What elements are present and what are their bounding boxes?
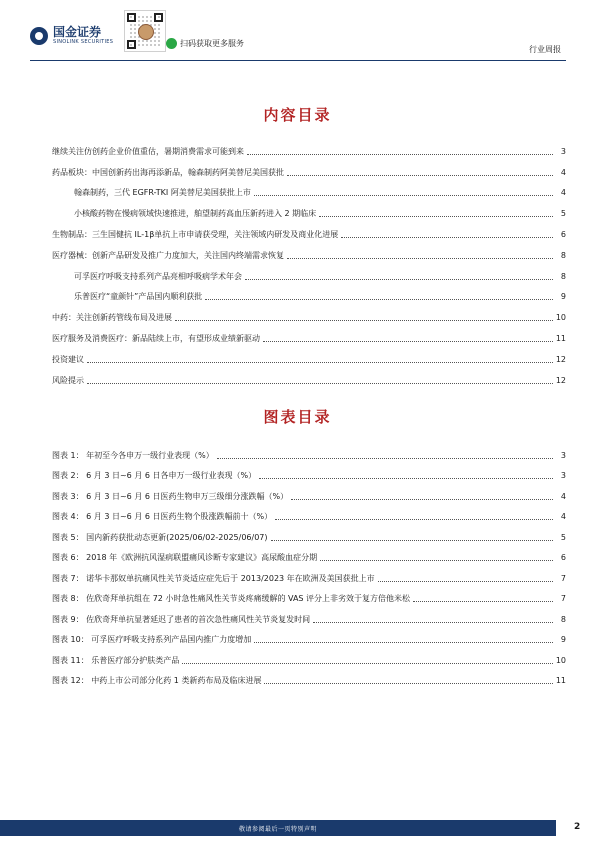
entry-page-number: 11	[555, 676, 566, 685]
contents-list	[52, 136, 566, 386]
dot-leader	[313, 621, 553, 623]
toc-entry[interactable]	[52, 136, 566, 157]
figure-entry[interactable]	[52, 666, 566, 687]
entry-title: 图表 12： 中药上市公司部分化药 1 类新药布局及临床进展	[52, 676, 262, 685]
entry-page-number: 10	[555, 313, 566, 323]
dot-leader	[205, 298, 553, 300]
figure-entry[interactable]	[52, 604, 566, 625]
entry-title: 医疗器械：创新产品研发及推广力度加大，关注国内终端需求恢复	[52, 250, 284, 260]
dot-leader	[287, 257, 553, 259]
logo-english-name: SINOLINK SECURITIES	[53, 39, 114, 45]
dot-leader	[413, 600, 553, 602]
entry-page-number: 11	[555, 333, 566, 343]
dot-leader	[319, 215, 553, 217]
entry-page-number: 7	[560, 594, 566, 603]
dot-leader	[341, 236, 553, 238]
figure-entry[interactable]	[52, 645, 566, 666]
entry-page-number: 8	[560, 614, 566, 624]
entry-title: 图表 3： 6 月 3 日~6 月 6 日医药生物申万三级细分涨跌幅（%）	[52, 491, 289, 501]
entry-title: 投资建议	[52, 354, 84, 364]
figures-title: 图表目录	[263, 408, 332, 426]
entry-page-number: 4	[560, 512, 566, 521]
entry-title: 图表 1： 年初至今各申万一级行业表现（%）	[52, 450, 214, 460]
entry-page-number: 8	[560, 250, 566, 260]
dot-leader	[320, 559, 553, 561]
scan-service-text: 扫码获取更多服务	[180, 39, 244, 48]
company-logo	[30, 26, 113, 46]
entry-title: 图表 9： 佐欣奇拜单抗显著延迟了患者的首次急性痛风性关节炎复发时间	[52, 614, 311, 624]
entry-page-number: 9	[560, 292, 566, 302]
figure-entry[interactable]	[52, 522, 566, 543]
dot-leader	[291, 498, 553, 500]
page-number: 2	[574, 822, 581, 832]
entry-title: 小核酸药物在慢病领域快速推进，舶望制药高血压新药进入 2 期临床	[74, 209, 317, 219]
entry-page-number: 6	[560, 229, 566, 239]
figure-entry[interactable]	[52, 563, 566, 584]
entry-title: 乐普医疗“童颜针”产品国内顺利获批	[74, 292, 203, 302]
entry-page-number: 7	[560, 573, 566, 583]
dot-leader	[259, 477, 553, 479]
contents-title: 内容目录	[263, 106, 332, 124]
entry-page-number: 3	[560, 471, 566, 480]
entry-page-number: 4	[560, 167, 566, 177]
footer-disclaimer: 敬请参阅最后一页特别声明	[238, 826, 317, 833]
entry-title: 生物制品：三生国健抗 IL-1β单抗上市申请获受理，关注领域内研发及商业化进展	[52, 229, 339, 239]
entry-page-number: 8	[560, 271, 566, 281]
entry-title: 图表 2： 6 月 3 日~6 月 6 日各申万一级行业表现（%）	[52, 471, 257, 480]
entry-page-number: 3	[560, 146, 566, 156]
entry-page-number: 4	[560, 491, 566, 501]
dot-leader	[378, 580, 553, 582]
figure-entry[interactable]	[52, 543, 566, 564]
toc-entry[interactable]	[52, 219, 566, 240]
entry-title: 图表 10： 可孚医疗呼吸支持系列产品国内推广力度增加	[52, 635, 252, 644]
toc-entry[interactable]	[52, 302, 566, 323]
logo-icon	[30, 27, 48, 45]
toc-entry[interactable]	[52, 157, 566, 178]
entry-title: 图表 5： 国内新药获批动态更新(2025/06/02-2025/06/07)	[52, 532, 268, 542]
figures-list	[52, 440, 566, 686]
figure-entry[interactable]	[52, 481, 566, 502]
entry-title: 图表 8： 佐欣奇拜单抗组在 72 小时急性痛风性关节炎疼痛缓解的 VAS 评分上非劣效于复方倍他米松	[52, 594, 411, 603]
toc-entry[interactable]	[52, 365, 566, 386]
report-type-label: 行业周报	[529, 45, 561, 54]
figure-entry[interactable]	[52, 584, 566, 605]
entry-page-number: 5	[560, 209, 566, 219]
figure-entry[interactable]	[52, 461, 566, 482]
dot-leader	[264, 682, 552, 684]
entry-page-number: 6	[560, 553, 566, 562]
entry-title: 医疗服务及消费医疗：新品陆续上市，有望形成业绩新驱动	[52, 333, 260, 343]
qr-code-icon[interactable]	[124, 10, 166, 52]
entry-title: 药品板块：中国创新药出海再添新品，翰森制药阿美替尼美国获批	[52, 167, 284, 177]
entry-page-number: 9	[560, 635, 566, 644]
entry-title: 翰森制药，三代 EGFR-TKI 阿美替尼美国获批上市	[74, 188, 251, 198]
entry-title: 可孚医疗呼吸支持系列产品亮相呼吸病学术年会	[74, 271, 242, 281]
entry-title: 图表 6： 2018 年《欧洲抗风湿病联盟痛风诊断专家建议》高尿酸血症分期	[52, 553, 318, 562]
entry-title: 图表 11： 乐普医疗部分护肤类产品	[52, 655, 180, 665]
toc-entry[interactable]	[52, 240, 566, 261]
logo-chinese-name: 国金证券	[53, 25, 102, 39]
toc-entry[interactable]	[52, 323, 566, 344]
dot-leader	[175, 319, 553, 321]
header-divider	[30, 60, 566, 61]
toc-entry[interactable]	[52, 198, 566, 219]
dot-leader	[182, 662, 553, 664]
dot-leader	[247, 153, 553, 155]
page-header	[0, 0, 595, 70]
dot-leader	[271, 539, 553, 541]
dot-leader	[87, 382, 553, 384]
figure-entry[interactable]	[52, 625, 566, 646]
toc-entry[interactable]	[52, 344, 566, 365]
dot-leader	[254, 194, 553, 196]
toc-entry[interactable]	[52, 282, 566, 303]
toc-entry[interactable]	[52, 178, 566, 199]
wechat-icon	[166, 38, 177, 49]
figure-entry[interactable]	[52, 440, 566, 461]
figure-entry[interactable]	[52, 502, 566, 523]
entry-title: 图表 7： 诺华卡那奴单抗痛风性关节炎适应症先后于 2013/2023 年在欧洲及美国获批上市	[52, 573, 375, 583]
entry-page-number: 4	[560, 188, 566, 198]
entry-title: 中药：关注创新药管线布局及进展	[52, 313, 172, 323]
dot-leader	[254, 641, 553, 643]
dot-leader	[245, 278, 553, 280]
dot-leader	[263, 340, 553, 342]
dot-leader	[275, 518, 553, 520]
dot-leader	[217, 457, 553, 459]
dot-leader	[87, 361, 553, 363]
entry-page-number: 10	[555, 655, 566, 665]
entry-page-number: 12	[555, 375, 566, 385]
entry-page-number: 5	[560, 532, 566, 542]
entry-page-number: 12	[555, 354, 566, 364]
dot-leader	[287, 174, 553, 176]
entry-page-number: 3	[560, 450, 566, 460]
entry-title: 图表 4： 6 月 3 日~6 月 6 日医药生物个股涨跌幅前十（%）	[52, 512, 273, 521]
entry-title: 风险提示	[52, 375, 84, 385]
toc-entry[interactable]	[52, 261, 566, 282]
entry-title: 继续关注仿创药企业价值重估，暑期消费需求可能到来	[52, 146, 244, 156]
